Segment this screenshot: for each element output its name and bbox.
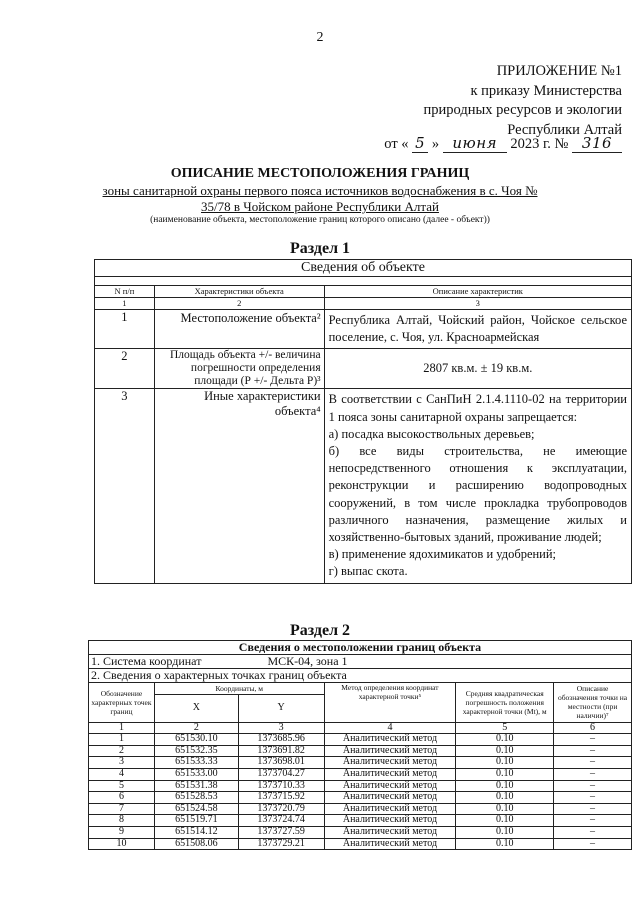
row-description: Республика Алтай, Чойский район, Чойское сельское поселение, с. Чоя, ул. Красноармейская — [324, 310, 631, 349]
object-info-table — [94, 259, 632, 584]
date-close: » — [431, 136, 440, 152]
point-x: 651508.06 — [154, 838, 238, 850]
point-number: 10 — [89, 838, 155, 850]
point-x: 651530.10 — [154, 734, 238, 746]
point-description: – — [554, 780, 632, 792]
col-header-y: Y — [238, 694, 324, 722]
col-num: 3 — [324, 298, 631, 310]
point-y: 1373715.92 — [238, 792, 324, 804]
col-num: 2 — [154, 298, 324, 310]
point-x: 651533.00 — [154, 768, 238, 780]
col-num: 1 — [89, 722, 155, 734]
prohibition-intro: В соответствии с СанПиН 2.1.4.1110-02 на территории 1 пояса зоны санитарной охраны запрещается: — [328, 392, 627, 424]
point-description: – — [554, 803, 632, 815]
point-accuracy: 0.10 — [456, 826, 554, 838]
point-accuracy: 0.10 — [456, 734, 554, 746]
page-number: 2 — [316, 30, 324, 45]
point-y: 1373729.21 — [238, 838, 324, 850]
point-x: 651514.12 — [154, 826, 238, 838]
appendix-header — [424, 62, 622, 140]
appendix-line: к приказу Министерства — [470, 82, 622, 99]
col-header-description: Описание обозначения точки на местности (при наличии)⁷ — [554, 683, 632, 723]
point-description: – — [554, 815, 632, 827]
point-method: Аналитический метод — [324, 734, 456, 746]
spacer-row — [95, 277, 632, 286]
prohibition-item: в) применение ядохимикатов и удобрений; — [328, 547, 557, 562]
point-method: Аналитический метод — [324, 757, 456, 769]
document-title: ОПИСАНИЕ МЕСТОПОЛОЖЕНИЯ ГРАНИЦ — [170, 166, 470, 181]
col-header-method: Метод определения координат характерной точки⁵ — [324, 683, 456, 723]
col-num: 6 — [554, 722, 632, 734]
table-row — [89, 745, 632, 757]
point-method: Аналитический метод — [324, 803, 456, 815]
point-y: 1373685.96 — [238, 734, 324, 746]
point-y: 1373720.79 — [238, 803, 324, 815]
table-row — [89, 734, 632, 746]
point-description: – — [554, 768, 632, 780]
point-x: 651533.33 — [154, 757, 238, 769]
row-number: 2 — [95, 349, 155, 389]
col-header-point: Обозначение характерных точек границ — [89, 683, 155, 723]
coord-system-label: 1. Система координат — [91, 654, 202, 668]
point-method: Аналитический метод — [324, 745, 456, 757]
point-accuracy: 0.10 — [456, 838, 554, 850]
section1-heading: Раздел 1 — [289, 240, 351, 257]
point-accuracy: 0.10 — [456, 745, 554, 757]
row-description: 2807 кв.м. ± 19 кв.м. — [324, 349, 631, 389]
appendix-line: природных ресурсов и экологии — [423, 102, 622, 118]
row-number: 3 — [95, 389, 155, 583]
point-method: Аналитический метод — [324, 815, 456, 827]
point-y: 1373710.33 — [238, 780, 324, 792]
table-title: Сведения о местоположении границ объекта — [89, 641, 632, 655]
point-number: 6 — [89, 792, 155, 804]
point-method: Аналитический метод — [324, 768, 456, 780]
prohibition-item: г) выпас скота. — [328, 564, 408, 579]
table-row — [89, 826, 632, 838]
point-y: 1373704.27 — [238, 768, 324, 780]
col-num: 1 — [95, 298, 155, 310]
point-accuracy: 0.10 — [456, 780, 554, 792]
order-month: июня — [443, 134, 507, 153]
point-accuracy: 0.10 — [456, 815, 554, 827]
point-x: 651532.35 — [154, 745, 238, 757]
point-method: Аналитический метод — [324, 792, 456, 804]
point-number: 5 — [89, 780, 155, 792]
col-header: Описание характеристик — [324, 286, 631, 298]
point-description: – — [554, 792, 632, 804]
point-x: 651519.71 — [154, 815, 238, 827]
col-num: 5 — [456, 722, 554, 734]
row-characteristic: Иные характеристики объекта⁴ — [154, 389, 324, 583]
order-date-line — [384, 134, 622, 153]
col-header: N п/п — [95, 286, 155, 298]
point-accuracy: 0.10 — [456, 768, 554, 780]
col-num: 4 — [324, 722, 456, 734]
point-number: 3 — [89, 757, 155, 769]
points-label: 2. Сведения о характерных точках границ объекта — [89, 669, 632, 683]
point-method: Аналитический метод — [324, 838, 456, 850]
document-subtitle: зоны санитарной охраны первого пояса источников водоснабжения в с. Чоя № 35/78 в Чойском районе Республики Алтай — [102, 183, 538, 214]
col-header: Характеристики объекта — [154, 286, 324, 298]
table-row — [89, 803, 632, 815]
point-number: 8 — [89, 815, 155, 827]
point-number: 7 — [89, 803, 155, 815]
point-number: 9 — [89, 826, 155, 838]
date-prefix: от « — [384, 136, 409, 152]
col-num: 3 — [238, 722, 324, 734]
table-row — [89, 815, 632, 827]
coord-system-value: МСК-04, зона 1 — [267, 654, 348, 668]
table-row — [89, 757, 632, 769]
point-description: – — [554, 838, 632, 850]
point-description: – — [554, 745, 632, 757]
point-y: 1373698.01 — [238, 757, 324, 769]
point-y: 1373724.74 — [238, 815, 324, 827]
row-characteristic: Площадь объекта +/- величина погрешности определения площади (Р +/- Дельта Р)³ — [154, 349, 324, 389]
point-number: 2 — [89, 745, 155, 757]
point-y: 1373691.82 — [238, 745, 324, 757]
col-num: 2 — [154, 722, 238, 734]
appendix-title: ПРИЛОЖЕНИЕ №1 — [496, 63, 622, 79]
table-row — [89, 838, 632, 850]
order-number: 316 — [572, 134, 622, 153]
point-description: – — [554, 734, 632, 746]
table-row — [89, 768, 632, 780]
col-header-accuracy: Средняя квадратическая погрешность положения характерной точки (Mt), м — [456, 683, 554, 723]
table-row — [89, 792, 632, 804]
point-y: 1373727.59 — [238, 826, 324, 838]
point-accuracy: 0.10 — [456, 792, 554, 804]
point-method: Аналитический метод — [324, 780, 456, 792]
coord-system-row — [89, 655, 632, 669]
row-characteristic: Местоположение объекта² — [154, 310, 324, 349]
section2-heading: Раздел 2 — [289, 622, 351, 639]
row-description — [324, 389, 631, 583]
prohibition-item: а) посадка высокоствольных деревьев; — [328, 426, 535, 441]
subtitle-note: (наименование объекта, местоположение границ которого описано (далее - объект)) — [150, 215, 490, 225]
point-number: 1 — [89, 734, 155, 746]
col-header-x: X — [154, 694, 238, 722]
point-description: – — [554, 826, 632, 838]
point-method: Аналитический метод — [324, 826, 456, 838]
point-description: – — [554, 757, 632, 769]
point-x: 651528.53 — [154, 792, 238, 804]
appendix-line: Республики Алтай — [507, 121, 622, 138]
table-row — [89, 780, 632, 792]
point-x: 651524.58 — [154, 803, 238, 815]
order-day: 5 — [412, 134, 428, 153]
point-accuracy: 0.10 — [456, 757, 554, 769]
point-accuracy: 0.10 — [456, 803, 554, 815]
point-x: 651531.38 — [154, 780, 238, 792]
table-title: Сведения об объекте — [95, 260, 632, 277]
point-number: 4 — [89, 768, 155, 780]
order-year: 2023 г. № — [510, 136, 569, 152]
boundary-points-table — [88, 640, 632, 850]
row-number: 1 — [95, 310, 155, 349]
col-header-coords: Координаты, м — [154, 683, 324, 695]
prohibition-item: б) все виды строительства, не имеющие непосредственного отношения к эксплуатации, реконструкции и расширению водопроводных сооружений, в том числе прокладка трубопроводов различного назначения, размещение жилых и хозяйственно-бытовых зданий, проживание людей; — [328, 444, 627, 545]
